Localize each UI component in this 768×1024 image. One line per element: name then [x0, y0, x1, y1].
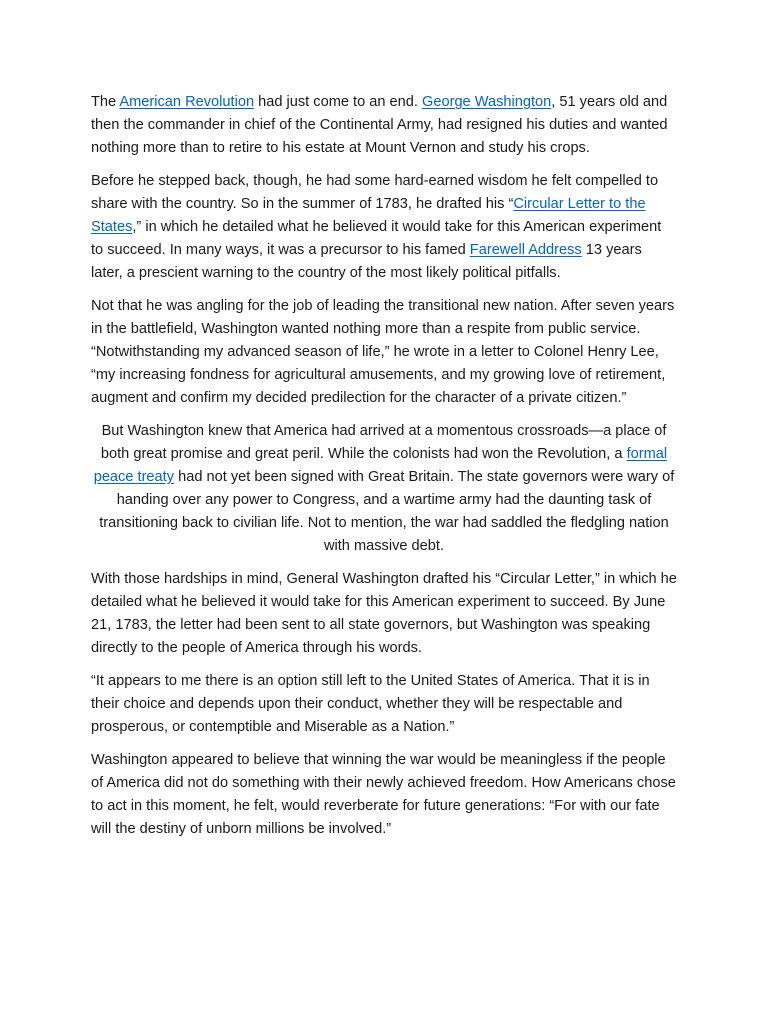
text-run: 13 years later, a prescient warning to the country of the most likely political pitfalls.: [91, 242, 642, 281]
paragraph-1: [91, 91, 677, 160]
paragraph-5: [91, 568, 677, 660]
text-run: , 51 years old and then the commander in chief of the Continental Army, had resigned his duties and wanted nothing more than to retire to his estate at Mount Vernon and study his crops.: [91, 94, 668, 156]
paragraph-3: [91, 295, 677, 410]
text-run: Not that he was angling for the job of leading the transitional new nation. After seven years in the battlefield, Washington wanted nothing more than a respite from public service. “Notwithstanding my advanced season of life,” he wrote in a letter to Colonel Henry Lee, “my increasing fondness for agricultural amusements, and my growing love of retirement, augment and confirm my decided predilection for the character of a private citizen.”: [91, 298, 675, 406]
text-run: Before he stepped back, though, he had some hard-earned wisdom he felt compelled to share with the country. So in the summer of 1783, he drafted his “: [91, 173, 659, 212]
text-run: Washington appeared to believe that winning the war would be meaningless if the people of America did not do something with their newly achieved freedom. How Americans chose to act in this moment, he felt, would reverberate for future generations: “For with our fate will the destiny of unborn millions be involved.”: [91, 752, 676, 837]
link-george-washington[interactable]: George Washington: [422, 94, 552, 110]
document-body: [91, 91, 677, 851]
paragraph-6-quote: [91, 670, 677, 739]
link-formal-peace-treaty[interactable]: formal peace treaty: [93, 446, 668, 485]
paragraph-4: [91, 420, 677, 558]
paragraph-7: [91, 749, 677, 841]
text-run: The: [91, 94, 120, 110]
link-american-revolution[interactable]: American Revolution: [119, 94, 255, 110]
text-run: had not yet been signed with Great Britain. The state governors were wary of handing over any power to Congress, and a wartime army had the daunting task of transitioning back to civilian life. Not to mention, the war had saddled the fledgling nation with massive debt.: [99, 469, 675, 554]
text-run: But Washington knew that America had arrived at a momentous crossroads—a place of both great promise and great peril. While the colonists had won the Revolution, a: [100, 423, 667, 462]
text-run: “It appears to me there is an option still left to the United States of America. That it is in their choice and depends upon their conduct, whether they will be respectable and prosperous, or contemptible and Miserable as a Nation.”: [91, 673, 650, 735]
text-run: ,” in which he detailed what he believed it would take for this American experiment to succeed. In many ways, it was a precursor to his famed: [91, 219, 662, 258]
paragraph-2: [91, 170, 677, 285]
text-run: With those hardships in mind, General Washington drafted his “Circular Letter,” in which he detailed what he believed it would take for this American experiment to succeed. By June 21, 1783, the letter had been sent to all state governors, but Washington was speaking directly to the people of America through his words.: [91, 571, 677, 656]
link-circular-letter-to-the-states[interactable]: Circular Letter to the States: [91, 196, 646, 235]
text-run: had just come to an end.: [254, 94, 422, 110]
link-farewell-address[interactable]: Farewell Address: [469, 242, 582, 258]
